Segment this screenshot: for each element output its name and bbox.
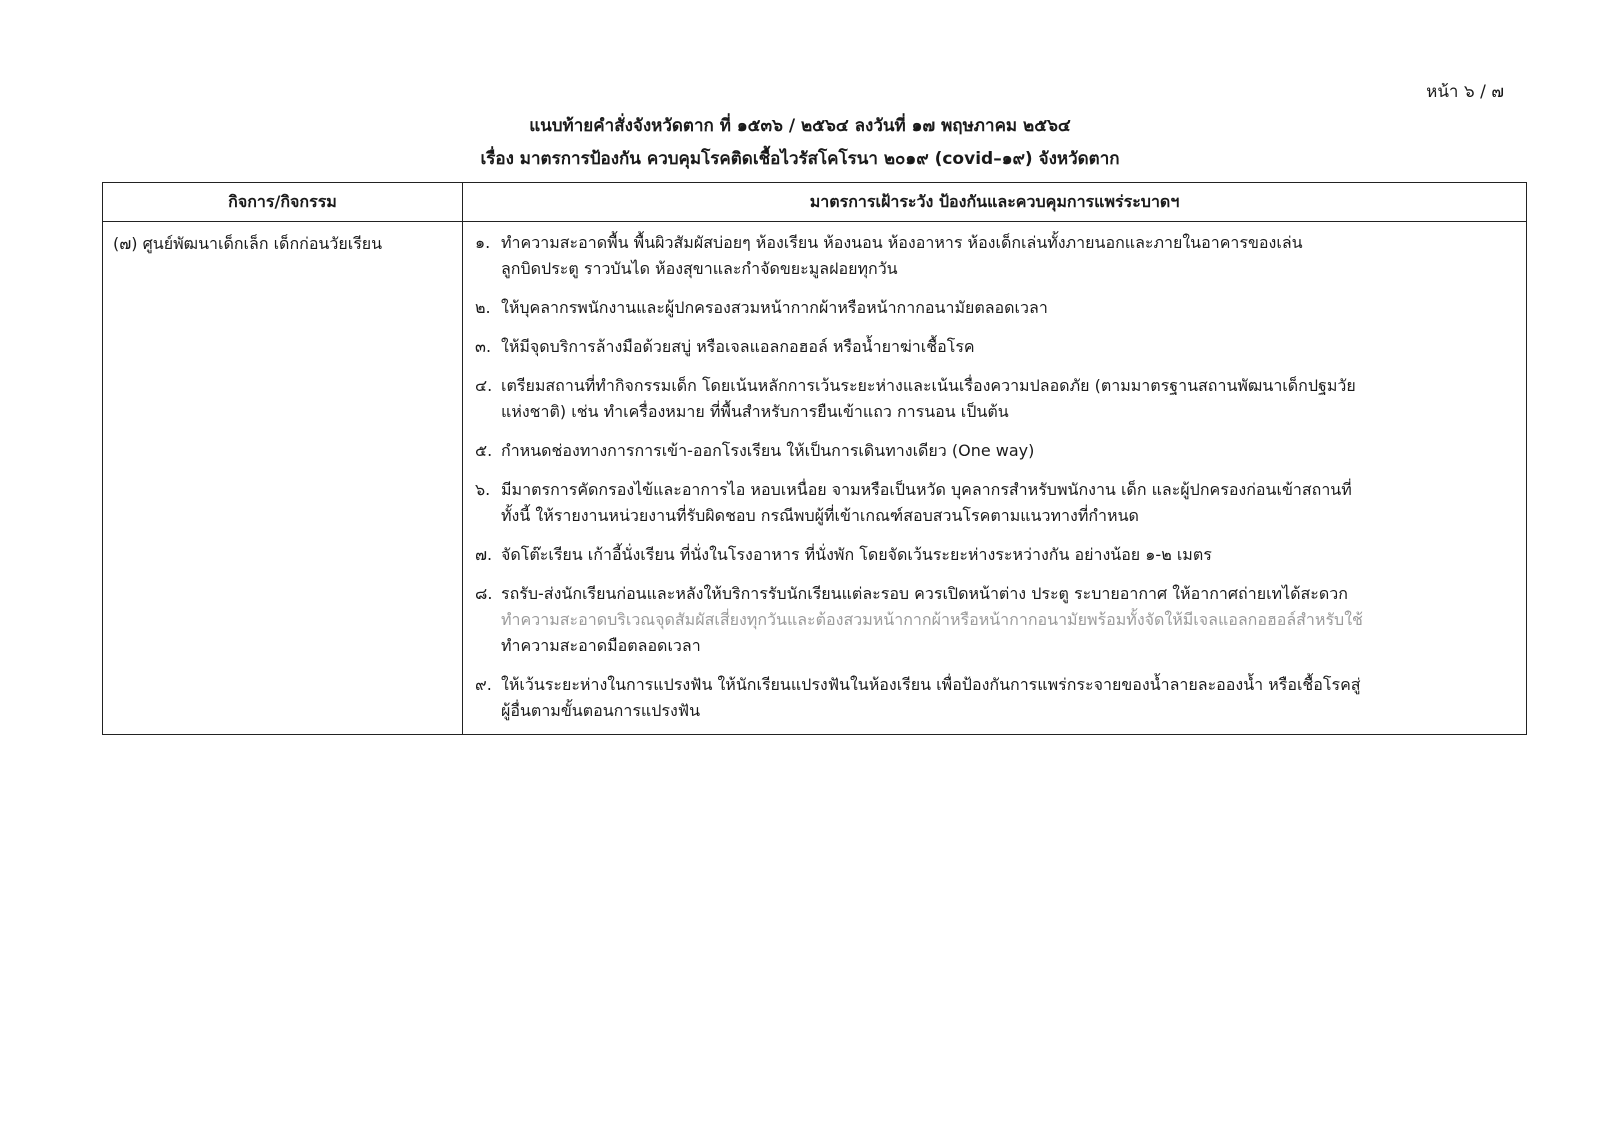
measure-item-4 bbox=[475, 373, 1512, 425]
measure-text: รถรับ-ส่งนักเรียนก่อนและหลังให้บริการรับนักเรียนแต่ละรอบ ควรเปิดหน้าต่าง ประตู ระบายอากาศ ให้อากาศถ่ายเทได้สะดวก bbox=[501, 584, 1348, 603]
measure-item-1 bbox=[475, 230, 1512, 282]
measure-text-continued: ลูกบิดประตู ราวบันได ห้องสุขาและกำจัดขยะมูลฝอยทุกวัน bbox=[501, 259, 898, 278]
activity-cell: (๗) ศูนย์พัฒนาเด็กเล็ก เด็กก่อนวัยเรียน bbox=[103, 222, 463, 735]
measure-text-continued: แห่งชาติ) เช่น ทำเครื่องหมาย ที่พื้นสำหรับการยืนเข้าแถว การนอน เป็นต้น bbox=[501, 402, 1009, 421]
measures-cell bbox=[463, 222, 1527, 735]
measure-item-3 bbox=[475, 334, 1512, 360]
measure-text: จัดโต๊ะเรียน เก้าอี้นั่งเรียน ที่นั่งในโรงอาหาร ที่นั่งพัก โดยจัดเว้นระยะห่างระหว่างกัน อย่างน้อย ๑-๒ เมตร bbox=[501, 545, 1212, 564]
measure-text-continued: ผู้อื่นตามขั้นตอนการแปรงฟัน bbox=[501, 701, 701, 720]
measure-text: ให้มีจุดบริการล้างมือด้วยสบู่ หรือเจลแอลกอฮอล์ หรือน้ำยาฆ่าเชื้อโรค bbox=[501, 337, 975, 356]
column-header-measures: มาตรการเฝ้าระวัง ป้องกันและควบคุมการแพร่ระบาดฯ bbox=[463, 183, 1527, 222]
table-row bbox=[103, 222, 1527, 735]
measure-number: ๒. bbox=[475, 298, 491, 317]
measure-text: เตรียมสถานที่ทำกิจกรรมเด็ก โดยเน้นหลักการเว้นระยะห่างและเน้นเรื่องความปลอดภัย (ตามมาตรฐานสถานพัฒนาเด็กปฐมวัย bbox=[501, 376, 1356, 395]
measure-number: ๕. bbox=[475, 441, 493, 460]
measure-text: ให้บุคลากรพนักงานและผู้ปกครองสวมหน้ากากผ้าหรือหน้ากากอนามัยตลอดเวลา bbox=[501, 298, 1048, 317]
measure-item-8 bbox=[475, 581, 1512, 659]
measure-text: ทำความสะอาดพื้น พื้นผิวสัมผัสบ่อยๆ ห้องเรียน ห้องนอน ห้องอาหาร ห้องเด็กเล่นทั้งภายนอกและภายในอาคารของเล่น bbox=[501, 233, 1303, 252]
measure-item-2 bbox=[475, 295, 1512, 321]
measure-item-9 bbox=[475, 672, 1512, 724]
measure-text-continued: ทำความสะอาดบริเวณจุดสัมผัสเสี่ยงทุกวันและต้องสวมหน้ากากผ้าหรือหน้ากากอนามัยพร้อมทั้งจัดให้มีเจลแอลกอฮอล์สำหรับใช้ bbox=[501, 610, 1363, 629]
measure-text: กำหนดช่องทางการการเข้า-ออกโรงเรียน ให้เป็นการเดินทางเดียว (One way) bbox=[501, 441, 1035, 460]
page-number: หน้า ๖ / ๗ bbox=[1426, 82, 1504, 102]
measure-text: ให้เว้นระยะห่างในการแปรงฟัน ให้นักเรียนแปรงฟันในห้องเรียน เพื่อป้องกันการแพร่กระจายของน้ำลายละอองน้ำ หรือเชื้อโรคสู่ bbox=[501, 675, 1361, 694]
measure-text: มีมาตรการคัดกรองไข้และอาการไอ หอบเหนื่อย จามหรือเป็นหวัด บุคลากรสำหรับพนักงาน เด็ก และผู้ปกครองก่อนเข้าสถานที่ bbox=[501, 480, 1352, 499]
measures-table bbox=[102, 182, 1527, 735]
subject-title: เรื่อง มาตรการป้องกัน ควบคุมโรคติดเชื้อไวรัสโคโรนา ๒๐๑๙ (covid–๑๙) จังหวัดตาก bbox=[480, 149, 1120, 169]
table-header-row bbox=[103, 183, 1527, 222]
measure-number: ๔. bbox=[475, 376, 493, 395]
column-header-activity: กิจการ/กิจกรรม bbox=[103, 183, 463, 222]
measure-number: ๙. bbox=[475, 675, 492, 694]
measure-number: ๖. bbox=[475, 480, 491, 499]
measure-text-continued: ทั้งนี้ ให้รายงานหน่วยงานที่รับผิดชอบ กรณีพบผู้ที่เข้าเกณฑ์สอบสวนโรคตามแนวทางที่กำหนด bbox=[501, 506, 1139, 525]
order-reference-title: แนบท้ายคำสั่งจังหวัดตาก ที่ ๑๕๓๖ / ๒๕๖๔ ลงวันที่ ๑๗ พฤษภาคม ๒๕๖๔ bbox=[529, 116, 1071, 136]
measure-number: ๑. bbox=[475, 233, 491, 252]
measure-item-6 bbox=[475, 477, 1512, 529]
measure-number: ๓. bbox=[475, 337, 492, 356]
measure-item-7 bbox=[475, 542, 1512, 568]
measure-text-continued: ทำความสะอาดมือตลอดเวลา bbox=[501, 636, 701, 655]
measure-number: ๘. bbox=[475, 584, 493, 603]
measure-number: ๗. bbox=[475, 545, 493, 564]
measure-item-5 bbox=[475, 438, 1512, 464]
